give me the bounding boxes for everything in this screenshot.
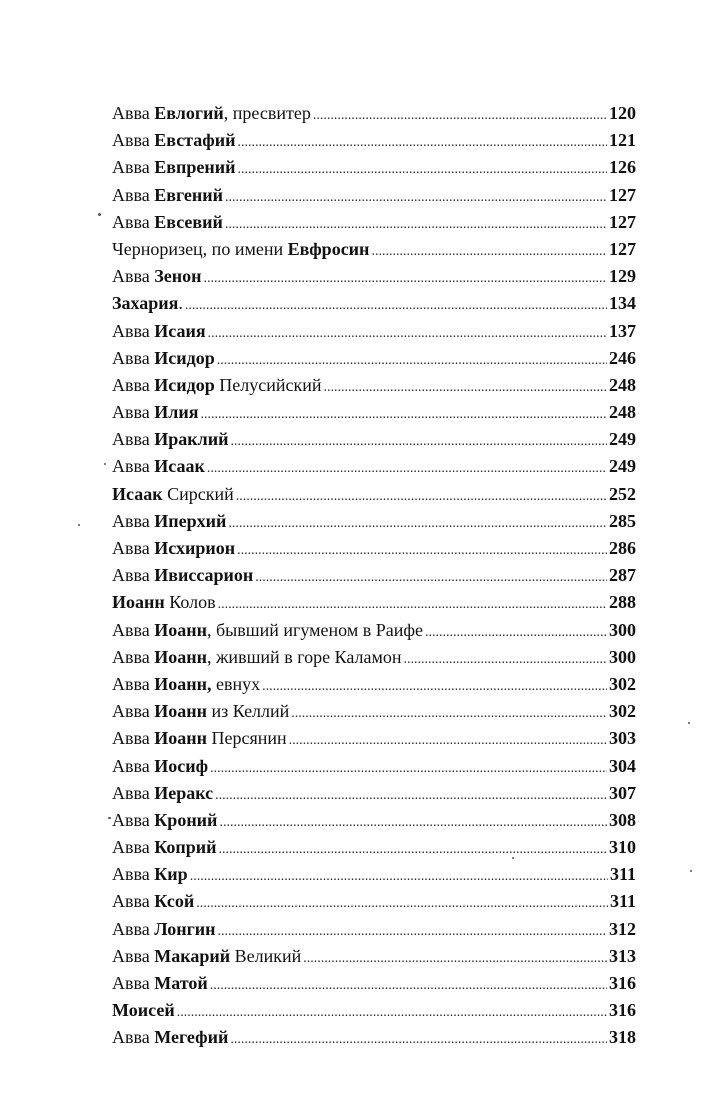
toc-entry <box>112 127 636 154</box>
toc-entry-name: Исидор <box>154 347 215 368</box>
toc-entry-name: Исаия <box>154 320 206 341</box>
toc-page-number: 286 <box>609 538 636 558</box>
toc-page-number: 310 <box>609 837 636 858</box>
toc-entry-prefix: Авва <box>112 266 155 287</box>
toc-page-number: 308 <box>609 809 636 830</box>
toc-entry-title <box>112 617 423 644</box>
toc-page-number: 300 <box>609 646 636 667</box>
toc-entry-name: Лонгин <box>154 918 216 939</box>
dot-leader <box>207 455 607 482</box>
toc-entry-title <box>112 453 205 480</box>
toc-entry-prefix: Авва <box>112 347 155 368</box>
toc-entry-name: Иосиф <box>154 755 209 776</box>
toc-page-number: 127 <box>609 211 636 232</box>
dot-leader <box>196 890 608 917</box>
toc-entry <box>112 182 636 209</box>
toc-entry-title <box>112 290 183 317</box>
dot-leader <box>218 591 607 618</box>
dot-leader <box>230 1026 607 1053</box>
toc-entry <box>112 943 636 970</box>
dot-leader <box>210 755 607 782</box>
toc-entry <box>112 481 636 508</box>
toc-entry-title <box>112 508 226 535</box>
toc-entry-suffix: Пелусийский <box>214 374 322 395</box>
dot-leader <box>228 510 607 537</box>
dot-leader <box>203 265 607 292</box>
toc-entry <box>112 290 636 317</box>
dot-leader <box>371 238 607 265</box>
toc-page-number: 302 <box>609 673 636 694</box>
toc-entry-name: Исаак <box>154 456 205 477</box>
toc-entry <box>112 263 636 290</box>
toc-entry-name: Зенон <box>154 266 202 287</box>
dot-leader <box>289 727 607 754</box>
toc-entry-title <box>112 1024 228 1051</box>
toc-entry <box>112 671 636 698</box>
toc-page-number: 248 <box>609 402 636 423</box>
toc-entry-suffix: Персянин <box>207 728 287 749</box>
toc-entry-prefix: Авва <box>112 809 155 830</box>
toc-entry-name: Коприй <box>154 837 217 858</box>
dot-leader <box>219 809 607 836</box>
print-speck <box>98 213 101 216</box>
print-speck <box>104 463 106 465</box>
toc-entry-title <box>112 834 217 861</box>
toc-entry <box>112 154 636 181</box>
toc-entry-name: Евстафий <box>154 130 236 151</box>
toc-entry-title <box>112 100 311 127</box>
toc-entry-title <box>112 644 402 671</box>
toc-entry-prefix: Авва <box>112 538 155 558</box>
dot-leader <box>219 836 607 863</box>
dot-leader <box>262 673 607 700</box>
toc-entry-name: Захария <box>112 293 179 314</box>
toc-entry-prefix: Авва <box>112 429 155 450</box>
toc-entry <box>112 345 636 372</box>
toc-entry <box>112 834 636 861</box>
toc-entry-title <box>112 780 213 807</box>
toc-entry-name: Иоанн <box>154 701 207 722</box>
toc-page-number: 313 <box>609 945 636 966</box>
toc-entry-title <box>112 399 198 426</box>
toc-entry <box>112 562 636 589</box>
toc-entry-title <box>112 916 216 943</box>
toc-entry-name: Ираклий <box>154 429 229 450</box>
toc-entry-title <box>112 535 235 562</box>
dot-leader <box>237 129 607 156</box>
table-of-contents <box>112 100 636 1052</box>
dot-leader <box>323 374 607 401</box>
toc-page-number: 249 <box>609 429 636 450</box>
toc-entry-prefix: Авва <box>112 891 155 912</box>
toc-page-number: 312 <box>609 918 636 939</box>
toc-entry-prefix: Авва <box>112 728 155 749</box>
toc-page-number: 126 <box>609 157 636 178</box>
toc-page-number: 127 <box>609 184 636 205</box>
toc-entry <box>112 780 636 807</box>
toc-entry-title <box>112 127 235 154</box>
toc-entry <box>112 508 636 535</box>
toc-entry-title <box>112 888 194 915</box>
toc-entry-prefix: Авва <box>112 782 155 803</box>
toc-entry-name: Илия <box>154 402 199 423</box>
toc-entry <box>112 916 636 943</box>
toc-entry-name: Исаак <box>112 483 163 504</box>
dot-leader <box>236 483 607 510</box>
toc-entry-name: Иоанн <box>154 619 207 640</box>
toc-entry-title <box>112 263 201 290</box>
toc-page-number: 307 <box>609 782 636 803</box>
toc-page-number: 287 <box>609 565 636 586</box>
dot-leader <box>303 945 607 972</box>
toc-entry <box>112 318 636 345</box>
toc-entry-prefix: Авва <box>112 646 155 667</box>
toc-entry <box>112 453 636 480</box>
toc-page-number: 311 <box>609 864 636 885</box>
toc-page-number: 121 <box>609 130 636 151</box>
toc-entry-name: Евлогий <box>154 103 224 123</box>
dot-leader <box>291 700 607 727</box>
print-speck <box>78 524 80 526</box>
toc-entry-title <box>112 426 228 453</box>
toc-entry-suffix: евнух <box>211 673 261 694</box>
dot-leader <box>210 972 607 999</box>
toc-page-number: 120 <box>609 103 636 123</box>
toc-page-number: 252 <box>609 483 636 504</box>
toc-page-number: 285 <box>609 510 636 531</box>
toc-entry-title <box>112 861 188 888</box>
toc-entry <box>112 861 636 888</box>
toc-entry-name: Мегефий <box>154 1027 229 1048</box>
toc-entry-prefix: Авва <box>112 945 155 966</box>
toc-page-number: 316 <box>609 973 636 993</box>
toc-entry-title <box>112 725 287 752</box>
toc-entry-name: Иоанн <box>112 592 165 613</box>
toc-entry-name: Иоанн <box>154 728 207 749</box>
toc-entry <box>112 617 636 644</box>
toc-entry-name: Матой <box>154 973 208 993</box>
toc-entry-prefix: Авва <box>112 184 155 205</box>
toc-entry-title <box>112 943 301 970</box>
toc-entry-prefix: Авва <box>112 320 155 341</box>
toc-entry-title <box>112 970 208 997</box>
toc-entry-prefix: Авва <box>112 103 155 123</box>
toc-page-number: 288 <box>609 592 636 613</box>
toc-entry-suffix: , бывший игуменом в Раифе <box>207 619 423 640</box>
dot-leader <box>225 184 607 211</box>
toc-entry-title <box>112 182 223 209</box>
toc-entry-title <box>112 318 206 345</box>
dot-leader <box>230 428 607 455</box>
toc-entry-title <box>112 807 217 834</box>
dot-leader <box>218 918 607 945</box>
dot-leader <box>225 211 607 238</box>
toc-entry-title <box>112 562 253 589</box>
toc-entry-title <box>112 345 215 372</box>
toc-entry-prefix: Авва <box>112 755 155 776</box>
toc-entry-prefix: Авва <box>112 973 155 993</box>
toc-entry-name: Ивиссарион <box>154 565 254 586</box>
toc-page-number: 129 <box>609 266 636 287</box>
toc-page-number: 127 <box>609 238 636 259</box>
toc-page-number: 316 <box>609 1000 636 1021</box>
toc-page-number: 246 <box>609 347 636 368</box>
print-speck <box>688 722 690 724</box>
toc-entry-prefix: Авва <box>112 918 155 939</box>
toc-entry <box>112 725 636 752</box>
toc-entry <box>112 399 636 426</box>
print-speck <box>108 817 111 819</box>
toc-entry-prefix: Авва <box>112 837 155 858</box>
toc-entry-title <box>112 671 260 698</box>
toc-entry-title <box>112 997 175 1024</box>
toc-page-number: 311 <box>609 891 636 912</box>
toc-page-number: 300 <box>609 619 636 640</box>
dot-leader <box>425 619 607 646</box>
toc-entry <box>112 997 636 1024</box>
dot-leader <box>313 102 607 129</box>
print-speck <box>512 857 514 859</box>
toc-entry-title <box>112 209 223 236</box>
toc-entry-suffix: Сирский <box>162 483 234 504</box>
toc-entry <box>112 888 636 915</box>
toc-entry <box>112 698 636 725</box>
dot-leader <box>190 863 608 890</box>
dot-leader <box>217 347 607 374</box>
toc-entry-title <box>112 154 235 181</box>
toc-entry-title <box>112 698 289 725</box>
toc-entry-suffix: Колов <box>164 592 216 613</box>
toc-page-number: 134 <box>609 293 636 314</box>
toc-entry-prefix: Авва <box>112 374 155 395</box>
toc-entry-name: Евсевий <box>154 211 223 232</box>
toc-page-number: 318 <box>609 1027 636 1048</box>
toc-entry-suffix: , пресвитер <box>223 103 311 123</box>
toc-entry-suffix: , живший в горе Каламон <box>207 646 402 667</box>
dot-leader <box>255 564 607 591</box>
toc-entry-name: Исидор <box>154 374 215 395</box>
toc-entry-name: Моисей <box>112 1000 175 1021</box>
dot-leader <box>215 782 607 809</box>
toc-page-number: 248 <box>609 374 636 395</box>
toc-entry-name: Ксой <box>154 891 195 912</box>
dot-leader <box>404 646 607 673</box>
toc-entry-suffix: из Келлий <box>207 701 290 722</box>
toc-entry-name: Иперхий <box>154 510 227 531</box>
toc-entry-name: Макарий <box>154 945 231 966</box>
toc-entry-name: Иоанн, <box>154 673 212 694</box>
toc-entry <box>112 589 636 616</box>
toc-entry-name: Иоанн <box>154 646 207 667</box>
toc-entry <box>112 970 636 997</box>
toc-page-number: 249 <box>609 456 636 477</box>
toc-entry <box>112 753 636 780</box>
toc-entry-title <box>112 372 321 399</box>
toc-entry-name: Исхирион <box>154 538 236 558</box>
toc-entry-prefix: Авва <box>112 701 155 722</box>
toc-entry-prefix: Авва <box>112 565 155 586</box>
toc-entry <box>112 1024 636 1051</box>
toc-entry-prefix: Авва <box>112 130 155 151</box>
toc-entry-title <box>112 236 369 263</box>
toc-entry-prefix: Черноризец, по имени <box>112 238 288 259</box>
toc-entry-prefix: Авва <box>112 864 155 885</box>
toc-entry-prefix: Авва <box>112 402 155 423</box>
toc-entry <box>112 100 636 127</box>
toc-entry <box>112 807 636 834</box>
dot-leader <box>185 292 607 319</box>
toc-entry <box>112 372 636 399</box>
toc-entry-prefix: Авва <box>112 211 155 232</box>
toc-entry-title <box>112 589 216 616</box>
toc-entry-prefix: Авва <box>112 456 155 477</box>
toc-entry <box>112 644 636 671</box>
toc-entry-prefix: Авва <box>112 510 155 531</box>
toc-entry-title <box>112 753 208 780</box>
toc-entry <box>112 535 636 562</box>
toc-entry-suffix: . <box>178 293 183 314</box>
dot-leader <box>208 320 607 347</box>
toc-entry-suffix: Великий <box>230 945 302 966</box>
dot-leader <box>237 156 607 183</box>
toc-entry-name: Иеракс <box>154 782 214 803</box>
toc-page-number: 303 <box>609 728 636 749</box>
toc-entry-name: Кроний <box>154 809 218 830</box>
dot-leader <box>177 999 607 1026</box>
toc-entry <box>112 209 636 236</box>
toc-entry-title <box>112 481 234 508</box>
toc-entry-name: Евпрений <box>154 157 236 178</box>
toc-entry <box>112 236 636 263</box>
toc-entry <box>112 426 636 453</box>
dot-leader <box>200 401 607 428</box>
toc-entry-name: Кир <box>154 864 188 885</box>
toc-page-number: 137 <box>609 320 636 341</box>
toc-page-number: 302 <box>609 701 636 722</box>
toc-page-number: 304 <box>609 755 636 776</box>
toc-entry-name: Евфросин <box>287 238 370 259</box>
toc-entry-prefix: Авва <box>112 1027 155 1048</box>
toc-entry-name: Евгений <box>154 184 224 205</box>
toc-entry-prefix: Авва <box>112 619 155 640</box>
toc-entry-prefix: Авва <box>112 157 155 178</box>
toc-entry-prefix: Авва <box>112 673 155 694</box>
dot-leader <box>237 537 607 564</box>
print-speck <box>690 870 692 872</box>
